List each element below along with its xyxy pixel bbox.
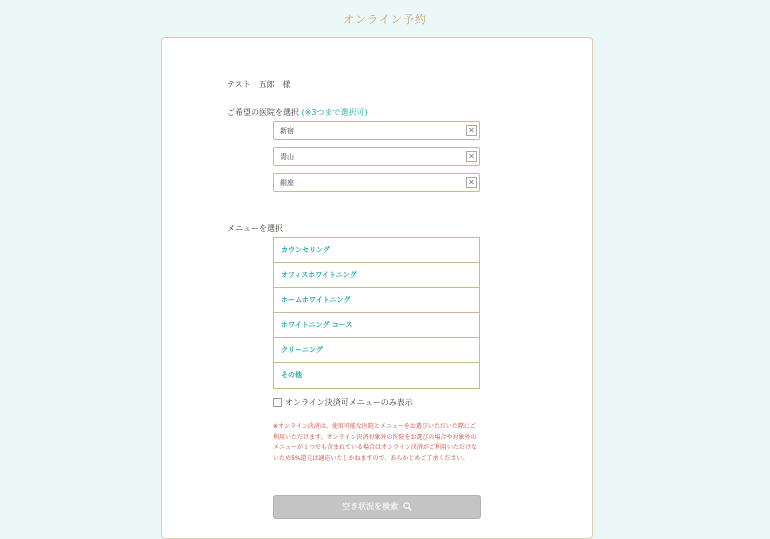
- clinic-select-note: (※3つまで選択可): [301, 108, 368, 117]
- search-icon: [403, 502, 412, 511]
- menu-item-other[interactable]: その他: [281, 371, 302, 379]
- clinic-label-text: ご希望の医院を選択: [227, 108, 299, 117]
- menu-section-label: メニューを選択: [227, 224, 283, 233]
- menu-item-home-whitening[interactable]: ホームホワイトニング: [274, 288, 479, 313]
- online-payment-filter[interactable]: [273, 397, 413, 408]
- online-payment-label: オンライン決済可メニューのみ表示: [285, 398, 413, 407]
- clinic-name: 青山: [280, 153, 294, 161]
- selected-clinic: [273, 121, 480, 140]
- selected-clinic: [273, 147, 480, 166]
- clinic-name: 新宿: [280, 127, 294, 135]
- search-button-label: 空き状況を検索: [342, 502, 399, 511]
- menu-list: [273, 237, 480, 389]
- clinic-section-label: [227, 107, 368, 118]
- search-availability-button[interactable]: [273, 495, 481, 519]
- selected-clinic: [273, 173, 480, 192]
- close-icon[interactable]: ✕: [466, 177, 477, 188]
- close-icon[interactable]: ✕: [466, 151, 477, 162]
- patient-name: テスト 五郎 様: [227, 80, 291, 89]
- reservation-form-card: [161, 37, 593, 539]
- close-icon[interactable]: ✕: [466, 125, 477, 136]
- menu-item-cleaning[interactable]: クリーニング: [274, 338, 479, 363]
- selected-clinic-list: [273, 121, 480, 199]
- online-payment-notice: ※オンライン決済は、使用可能な医院とメニューをお選びいただいた際にご利用いただけます。オンライン決済対象外の医院をお選びの場合や対象外のメニューが１つでも含まれている場合はオンライン決済がご利用いただけないため5%還元は適応いたしかねますので、あらかじめご了承ください。: [273, 423, 477, 462]
- page-title: オンライン予約: [343, 13, 427, 26]
- online-payment-checkbox[interactable]: [273, 398, 282, 407]
- menu-item-office-whitening[interactable]: オフィスホワイトニング: [274, 263, 479, 288]
- menu-item-counseling[interactable]: カウンセリング: [274, 238, 479, 263]
- menu-item-whitening-course[interactable]: ホワイトニング コース: [274, 313, 479, 338]
- clinic-name: 銀座: [280, 179, 294, 187]
